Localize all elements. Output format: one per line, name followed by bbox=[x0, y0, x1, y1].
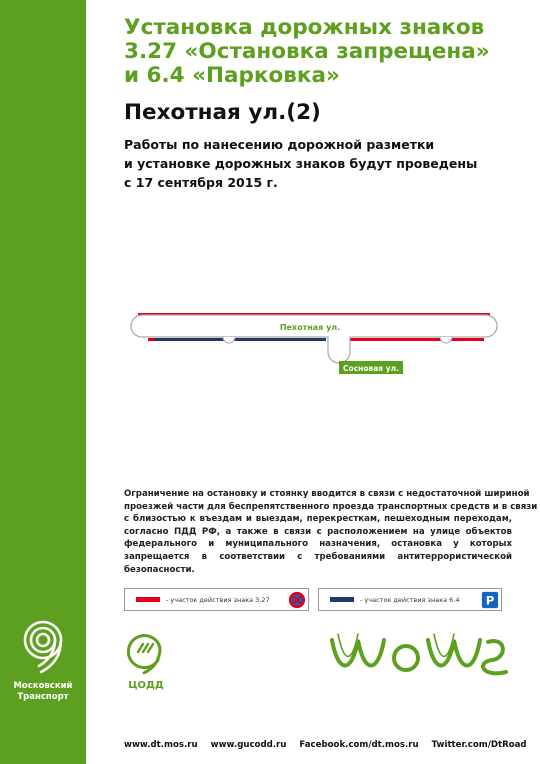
red-zone-swatch bbox=[136, 597, 160, 602]
footer-link-twitter[interactable]: Twitter.com/DtRoad bbox=[431, 740, 527, 750]
legend-parking-label: - участок действия знака 6.4 bbox=[360, 595, 460, 604]
footer-link-facebook[interactable]: Facebook.com/dt.mos.ru bbox=[299, 740, 419, 750]
title-line-3: и 6.4 «Парковка» bbox=[124, 63, 340, 88]
no-stopping-zone-bottom-left bbox=[148, 338, 154, 341]
legend-no-stopping bbox=[124, 588, 309, 611]
parking-sign-icon bbox=[481, 591, 499, 609]
moscow-transport-logo bbox=[0, 618, 86, 703]
subtitle-line-1: Работы по нанесению дорожной разметки bbox=[124, 137, 435, 152]
side-street-label: Сосновая ул. bbox=[343, 364, 399, 373]
main-street-label: Пехотная ул. bbox=[279, 323, 341, 332]
moscow-transport-emblem-icon bbox=[15, 618, 71, 674]
subtitle-line-3: с 17 сентября 2015 г. bbox=[124, 175, 278, 190]
no-stopping-zone-bottom-right bbox=[348, 338, 484, 341]
footer-link-dt[interactable]: www.dt.mos.ru bbox=[124, 740, 198, 750]
description-line-2: проезжей части для беспрепятственного проезда транспортных средств и в связи bbox=[124, 501, 538, 512]
subtitle bbox=[124, 135, 524, 192]
parking-sign-letter: P bbox=[485, 593, 495, 607]
codd-emblem-icon bbox=[124, 630, 168, 674]
driveway-notch-right bbox=[440, 337, 452, 343]
description-line-7: безопасности. bbox=[124, 564, 195, 575]
street-map bbox=[124, 305, 504, 395]
description-line-6: запрещается в соответствии с требованиями антитеррористической bbox=[124, 551, 512, 562]
legend-parking bbox=[318, 588, 502, 611]
parking-zone-bottom-left bbox=[154, 338, 326, 341]
description-line-3: с близостью к въездам и выездам, перекресткам, пешеходным переходам, bbox=[124, 514, 512, 525]
footer-links bbox=[124, 740, 537, 750]
no-stopping-sign-icon bbox=[288, 591, 306, 609]
codd-logo bbox=[124, 630, 168, 691]
footer-link-gucodd[interactable]: www.gucodd.ru bbox=[210, 740, 287, 750]
subtitle-line-2: и установке дорожных знаков будут проведены bbox=[124, 156, 478, 171]
street-title: Пехотная ул.(2) bbox=[124, 100, 321, 125]
legend-no-stopping-label: - участок действия знака 3.27 bbox=[166, 595, 270, 604]
brand-name-line2: Транспорт bbox=[17, 692, 69, 702]
restriction-description bbox=[124, 488, 538, 576]
title-line-2: 3.27 «Остановка запрещена» bbox=[124, 39, 490, 64]
brand-name-line1: Московский bbox=[13, 681, 73, 691]
description-line-5: федерального и муниципального назначения, остановка у которых bbox=[124, 539, 512, 550]
blue-zone-swatch bbox=[330, 597, 354, 602]
decorative-wave-pattern bbox=[330, 628, 510, 678]
description-line-4: согласно ПДД РФ, а также в связи с расположением на улице объектов bbox=[124, 526, 512, 537]
description-line-1: Ограничение на остановку и стоянку вводится в связи с недостаточной шириной bbox=[124, 489, 530, 499]
page-title bbox=[124, 16, 524, 88]
codd-name: ЦОДД bbox=[128, 680, 164, 691]
title-line-1: Установка дорожных знаков bbox=[124, 15, 485, 40]
driveway-notch-left bbox=[223, 337, 235, 343]
